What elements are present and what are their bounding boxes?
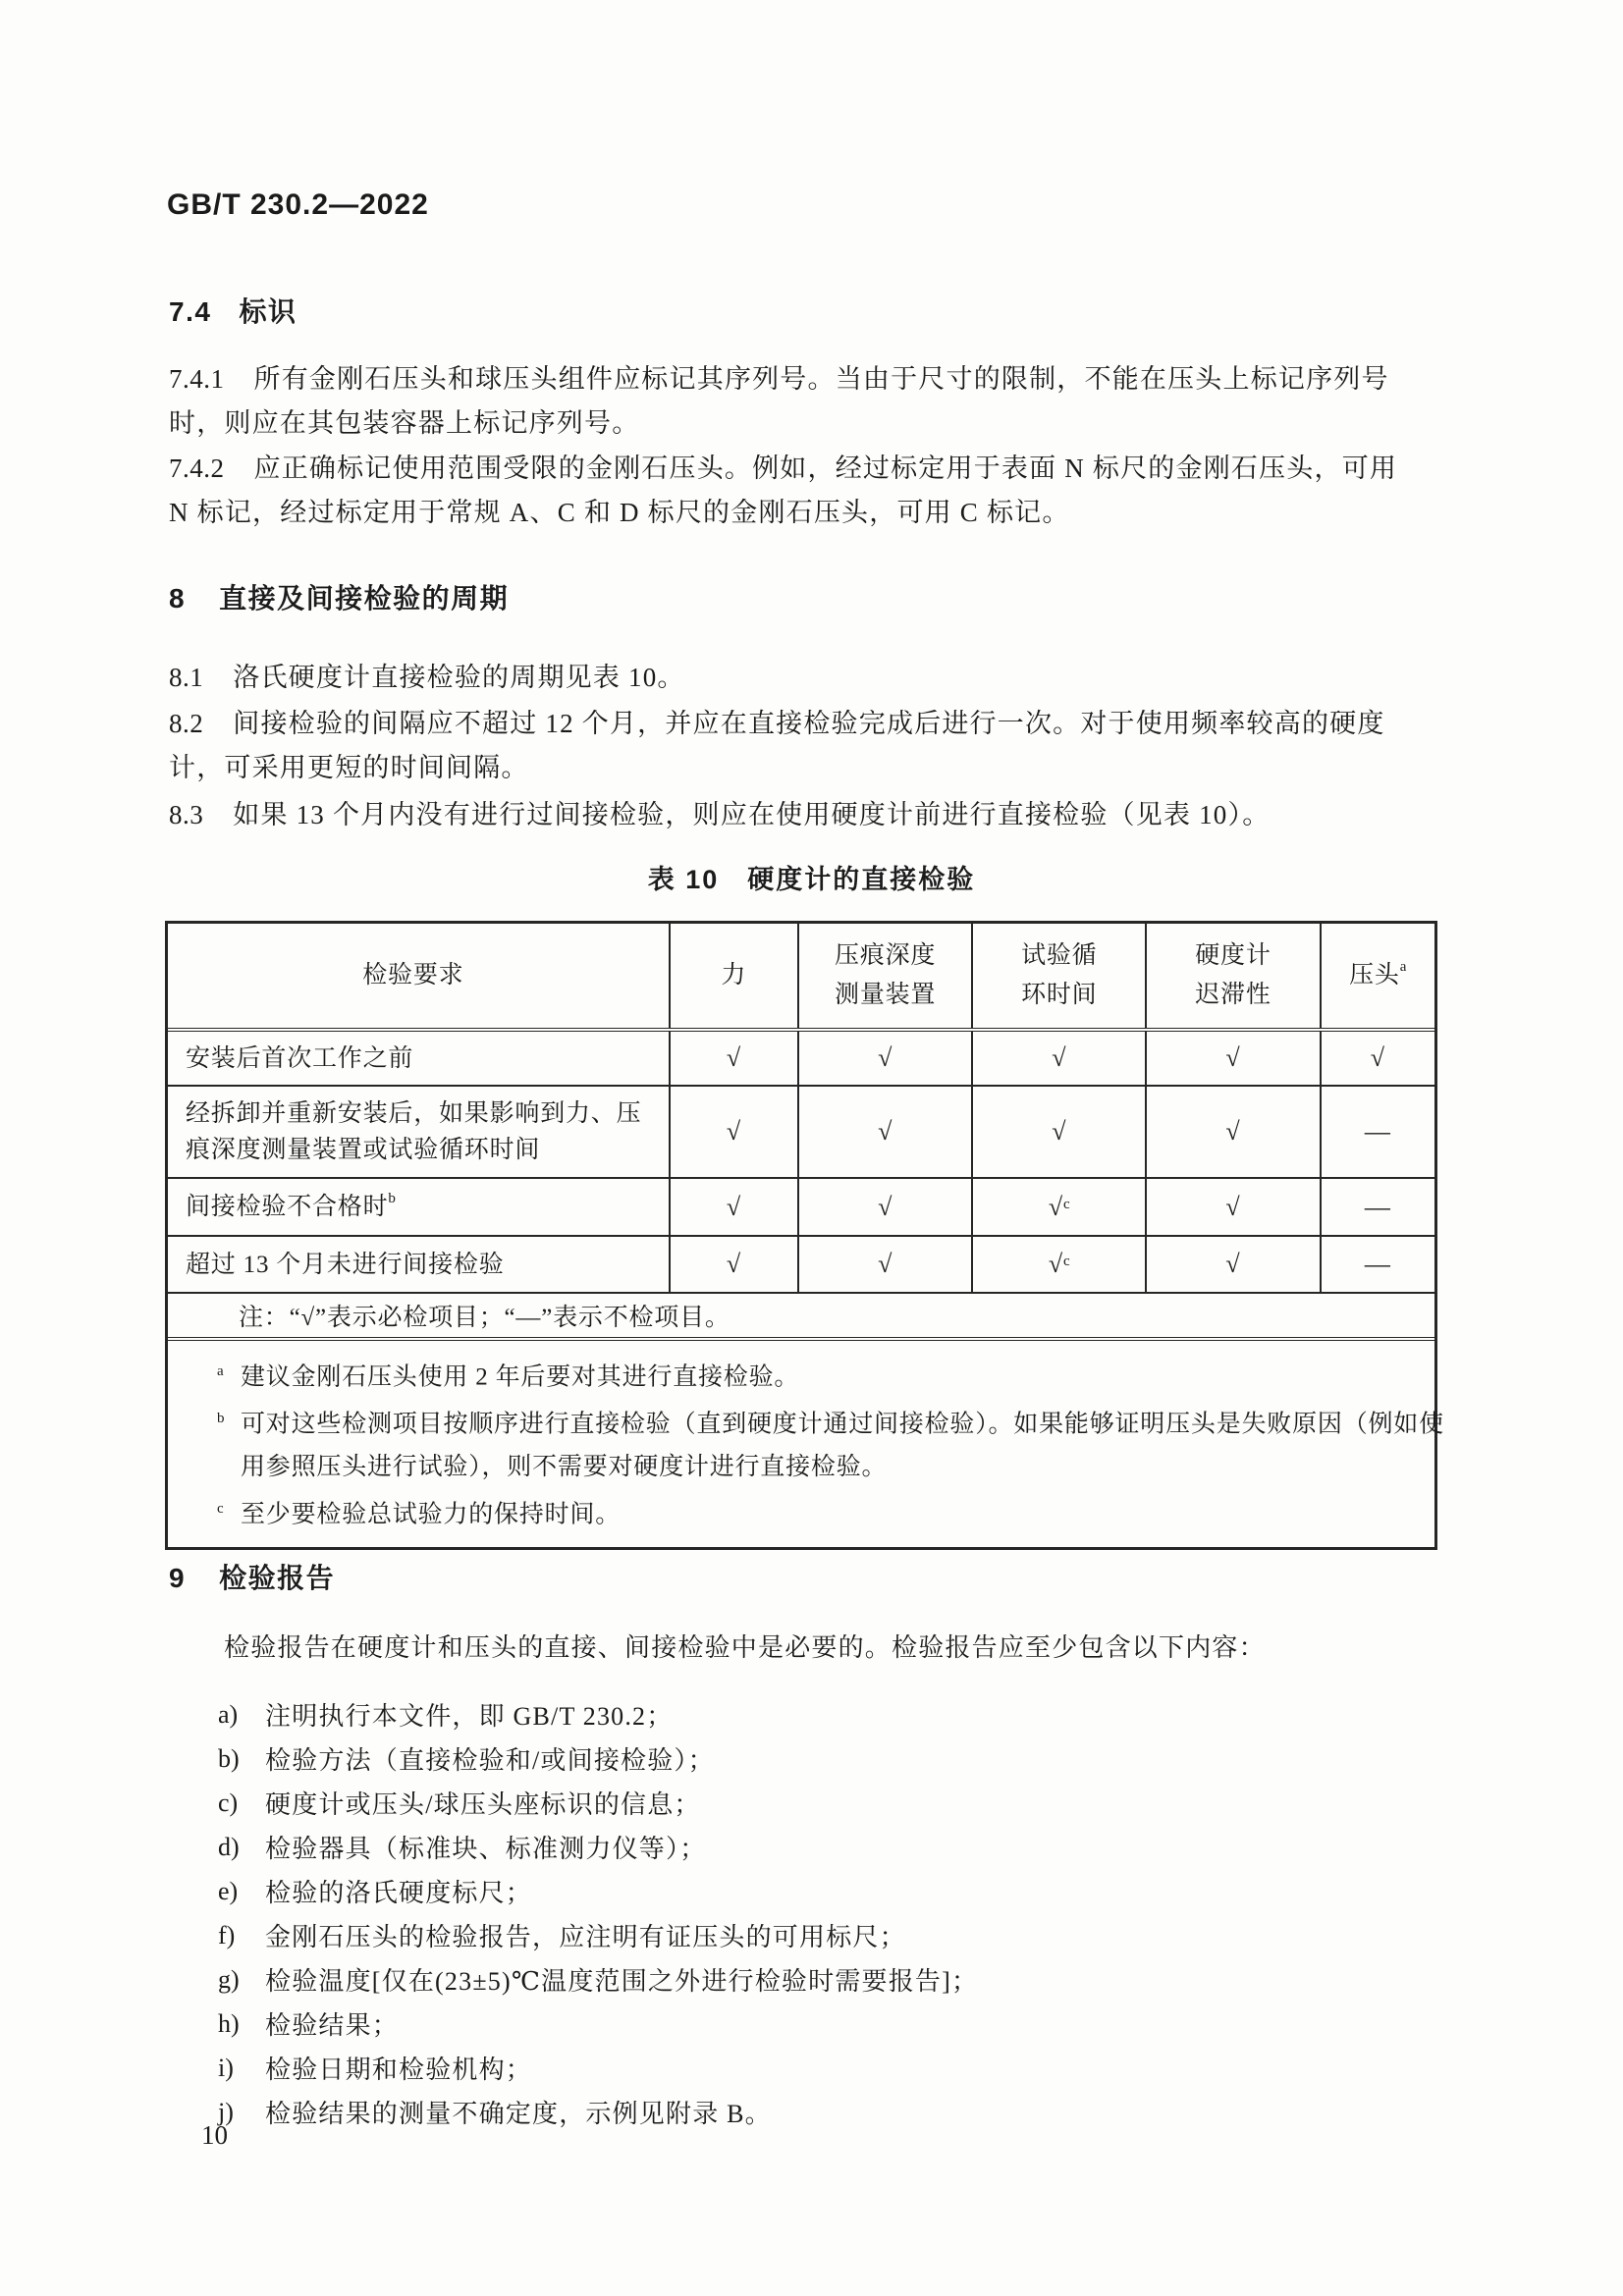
table-row: [168, 1032, 1434, 1085]
cell-mark: [1145, 1237, 1319, 1292]
list-text: 检验温度[仅在(23±5)℃温度范围之外进行检验时需要报告]；: [265, 1967, 979, 1996]
cell-mark: [1320, 1237, 1434, 1292]
paragraph-text: 应正确标记使用范围受限的金刚石压头。例如，经过标定用于表面 N 标尺的金刚石压头，可用: [253, 454, 1398, 483]
table-10-caption: 表 10 硬度计的直接检验: [647, 865, 976, 894]
footnote-superscript: b: [217, 1411, 225, 1427]
cell-mark: [669, 1179, 797, 1235]
dash-mark: —: [1364, 1250, 1391, 1278]
cell-mark: √ $^c$: [971, 1237, 1145, 1292]
check-mark: √: [1048, 1250, 1063, 1278]
header-text: 检验要求: [362, 962, 464, 988]
list-letter: j): [218, 2097, 234, 2126]
cell-mark: [971, 1032, 1145, 1085]
page-number: 10: [201, 2120, 228, 2150]
list-letter: i): [218, 2053, 234, 2082]
list-item-b: [218, 1736, 978, 1781]
paragraph-text: 如果 13 个月内没有进行过间接检验，则应在使用硬度计前进行直接检验（见表 10）。: [233, 800, 1271, 829]
check-mark: √: [878, 1250, 893, 1278]
list-text: 检验日期和检验机构；: [265, 2056, 533, 2084]
standard-number: GB/T 230.2—2022: [167, 188, 429, 221]
header-text: 迟滞性: [1195, 982, 1271, 1008]
list-letter: g): [218, 1964, 240, 1994]
list-text: 检验结果；: [265, 2011, 400, 2040]
paragraph-number: 7.4.2: [169, 454, 225, 483]
paragraph-number: 7.4.1: [169, 364, 225, 394]
section-number: 7.4: [169, 296, 212, 327]
list-text: 金刚石压头的检验报告，应注明有证压头的可用标尺；: [265, 1923, 906, 1951]
cell-mark: [669, 1087, 797, 1177]
cell-mark: [1320, 1032, 1434, 1085]
section-number: 9: [169, 1563, 187, 1593]
cell-mark: [797, 1087, 971, 1177]
cell-mark: √ $^c$: [971, 1179, 1145, 1235]
row-label: [168, 1087, 669, 1177]
cell-mark: [971, 1087, 1145, 1177]
row-label: [168, 1179, 669, 1235]
col-header-depth-measuring-device: [797, 924, 971, 1028]
table-note-text: 注：“√”表示必检项目；“—”表示不检项目。: [239, 1305, 730, 1331]
check-mark: √: [878, 1043, 893, 1072]
section-heading-9: [169, 1557, 335, 1596]
check-mark: √: [878, 1192, 893, 1221]
header-text: 测量装置: [835, 982, 937, 1008]
list-letter: c): [218, 1788, 239, 1817]
row-label: [168, 1237, 669, 1292]
footnote-text: 用参照压头进行试验），则不需要对硬度计进行直接检验。: [241, 1453, 888, 1480]
list-item-d: [218, 1825, 978, 1869]
footnote-superscript: a: [217, 1363, 224, 1379]
list-letter: a): [218, 1699, 239, 1729]
footnote-b-line-1: [217, 1398, 1444, 1445]
list-item-c: [218, 1781, 978, 1825]
footnote-superscript: c: [217, 1500, 224, 1517]
paragraph-text: 洛氏硬度计直接检验的周期见表 10。: [233, 663, 685, 692]
table-footnotes: [168, 1337, 1444, 1547]
report-content-list: [218, 1692, 978, 2134]
paragraph-8-3: [169, 793, 1270, 831]
list-item-i: [218, 2046, 978, 2090]
header-superscript: a: [1399, 958, 1407, 975]
row-label: [168, 1032, 669, 1085]
list-item-j: [218, 2090, 978, 2134]
cell-mark: [797, 1032, 971, 1085]
table-header-row: [168, 924, 1434, 1032]
list-item-e: [218, 1869, 978, 1913]
section-title: 检验报告: [219, 1563, 336, 1593]
table-note-row: [168, 1292, 1434, 1337]
footnote-c: [217, 1488, 1411, 1535]
table-row: [168, 1177, 1434, 1235]
list-letter: h): [218, 2008, 240, 2038]
check-mark: √: [1370, 1043, 1385, 1072]
paragraph-8-2-line-1: [169, 702, 1385, 740]
check-mark: √: [1225, 1043, 1241, 1072]
dash-mark: —: [1364, 1117, 1391, 1146]
section-heading-7-4: [169, 291, 297, 330]
paragraph-number: 8.2: [169, 709, 204, 738]
header-text: 硬度计: [1195, 942, 1271, 969]
check-mark: √: [726, 1117, 741, 1146]
list-letter: d): [218, 1832, 240, 1861]
paragraph-8-1: [169, 656, 685, 694]
row-label-text: 安装后首次工作之前: [186, 1044, 414, 1072]
check-mark: √: [1225, 1250, 1241, 1278]
header-text: 试验循: [1021, 942, 1098, 969]
paragraph-number: 8.3: [169, 800, 204, 829]
check-mark: √: [878, 1117, 893, 1146]
cell-mark: [1145, 1179, 1319, 1235]
list-letter: e): [218, 1876, 239, 1905]
paragraph-text: 计，可采用更短的时间间隔。: [169, 753, 529, 782]
paragraph-8-2-line-2: [169, 746, 529, 784]
section-number: 8: [169, 583, 187, 614]
cell-mark: [669, 1032, 797, 1085]
col-header-hysteresis: [1145, 924, 1319, 1028]
cell-mark: [669, 1237, 797, 1292]
paragraph-text: N 标记，经过标定用于常规 A、C 和 D 标尺的金刚石压头，可用 C 标记。: [169, 498, 1070, 527]
check-mark: √: [1225, 1192, 1241, 1221]
section-title: 直接及间接检验的周期: [219, 583, 510, 614]
list-text: 检验的洛氏硬度标尺；: [265, 1879, 533, 1907]
row-label-text: 间接检验不合格时: [186, 1194, 389, 1220]
table-10: [165, 921, 1444, 1550]
section-title: 标识: [239, 296, 298, 327]
cell-mark: [1145, 1032, 1319, 1085]
list-letter: b): [218, 1743, 240, 1773]
paragraph-7-4-2-line-2: [169, 491, 1070, 529]
list-item-h: [218, 2002, 978, 2046]
row-label-superscript: b: [388, 1190, 396, 1206]
paragraph-7-4-1-line-2: [169, 401, 639, 440]
footnote-a: [217, 1351, 1411, 1398]
col-header-inspection-requirement: [168, 924, 669, 1028]
paragraph-text: 间接检验的间隔应不超过 12 个月，并应在直接检验完成后进行一次。对于使用频率较高的硬度: [233, 709, 1385, 738]
paragraph-7-4-2-line-1: [169, 447, 1397, 485]
section-heading-8: [169, 577, 509, 616]
list-text: 硬度计或压头/球压头座标识的信息；: [265, 1790, 701, 1819]
check-mark: √: [726, 1250, 741, 1278]
cell-mark: [797, 1179, 971, 1235]
cell-mark: [1320, 1087, 1434, 1177]
check-mark: √: [1052, 1117, 1067, 1146]
cell-mark: [797, 1237, 971, 1292]
list-text: 检验方法（直接检验和/或间接检验）；: [265, 1746, 715, 1775]
col-header-indenter: [1320, 924, 1434, 1028]
list-item-g: [218, 1957, 978, 2002]
check-mark: √: [1225, 1117, 1241, 1146]
paragraph-text: 所有金刚石压头和球压头组件应标记其序列号。当由于尺寸的限制，不能在压头上标记序列号: [253, 364, 1389, 394]
check-mark: √: [1048, 1192, 1063, 1221]
paragraph-number: 8.1: [169, 663, 204, 692]
footnote-text: 可对这些检测项目按顺序进行直接检验（直到硬度计通过间接检验）。如果能够证明压头是失败原因（例如使: [241, 1411, 1444, 1438]
col-header-test-cycle-time: [971, 924, 1145, 1028]
header-text: 压痕深度: [835, 942, 937, 969]
cell-mark: [1320, 1179, 1434, 1235]
list-text: 注明执行本文件，即 GB/T 230.2；: [265, 1702, 674, 1731]
col-header-force: [669, 924, 797, 1028]
header-text: 力: [721, 962, 747, 988]
footnote-b-line-2: [217, 1446, 1411, 1488]
header-text: 环时间: [1021, 982, 1098, 1008]
cell-mark: [1145, 1087, 1319, 1177]
header-text: 压头: [1349, 962, 1400, 988]
paragraph-text: 时，则应在其包装容器上标记序列号。: [169, 408, 640, 438]
footnote-text: 至少要检验总试验力的保持时间。: [241, 1500, 622, 1527]
list-text: 检验结果的测量不确定度，示例见附录 B。: [265, 2100, 772, 2128]
table-row: [168, 1235, 1434, 1292]
check-mark: √: [726, 1043, 741, 1072]
dash-mark: —: [1364, 1192, 1391, 1221]
list-item-a: [218, 1692, 978, 1736]
section-9-intro: [224, 1628, 1266, 1664]
paragraph-7-4-1-line-1: [169, 357, 1389, 396]
footnote-text: 建议金刚石压头使用 2 年后要对其进行直接检验。: [241, 1363, 800, 1391]
row-label-text: 经拆卸并重新安装后，如果影响到力、压痕深度测量装置或试验循环时间: [186, 1100, 642, 1163]
list-item-f: [218, 1913, 978, 1957]
check-mark: √: [1052, 1043, 1067, 1072]
list-letter: f): [218, 1920, 236, 1949]
check-mark: √: [726, 1192, 741, 1221]
paragraph-text: 检验报告在硬度计和压头的直接、间接检验中是必要的。检验报告应至少包含以下内容：: [224, 1633, 1266, 1662]
row-label-text: 超过 13 个月未进行间接检验: [186, 1251, 505, 1278]
table-row: [168, 1085, 1434, 1177]
list-text: 检验器具（标准块、标准测力仪等）；: [265, 1835, 707, 1863]
